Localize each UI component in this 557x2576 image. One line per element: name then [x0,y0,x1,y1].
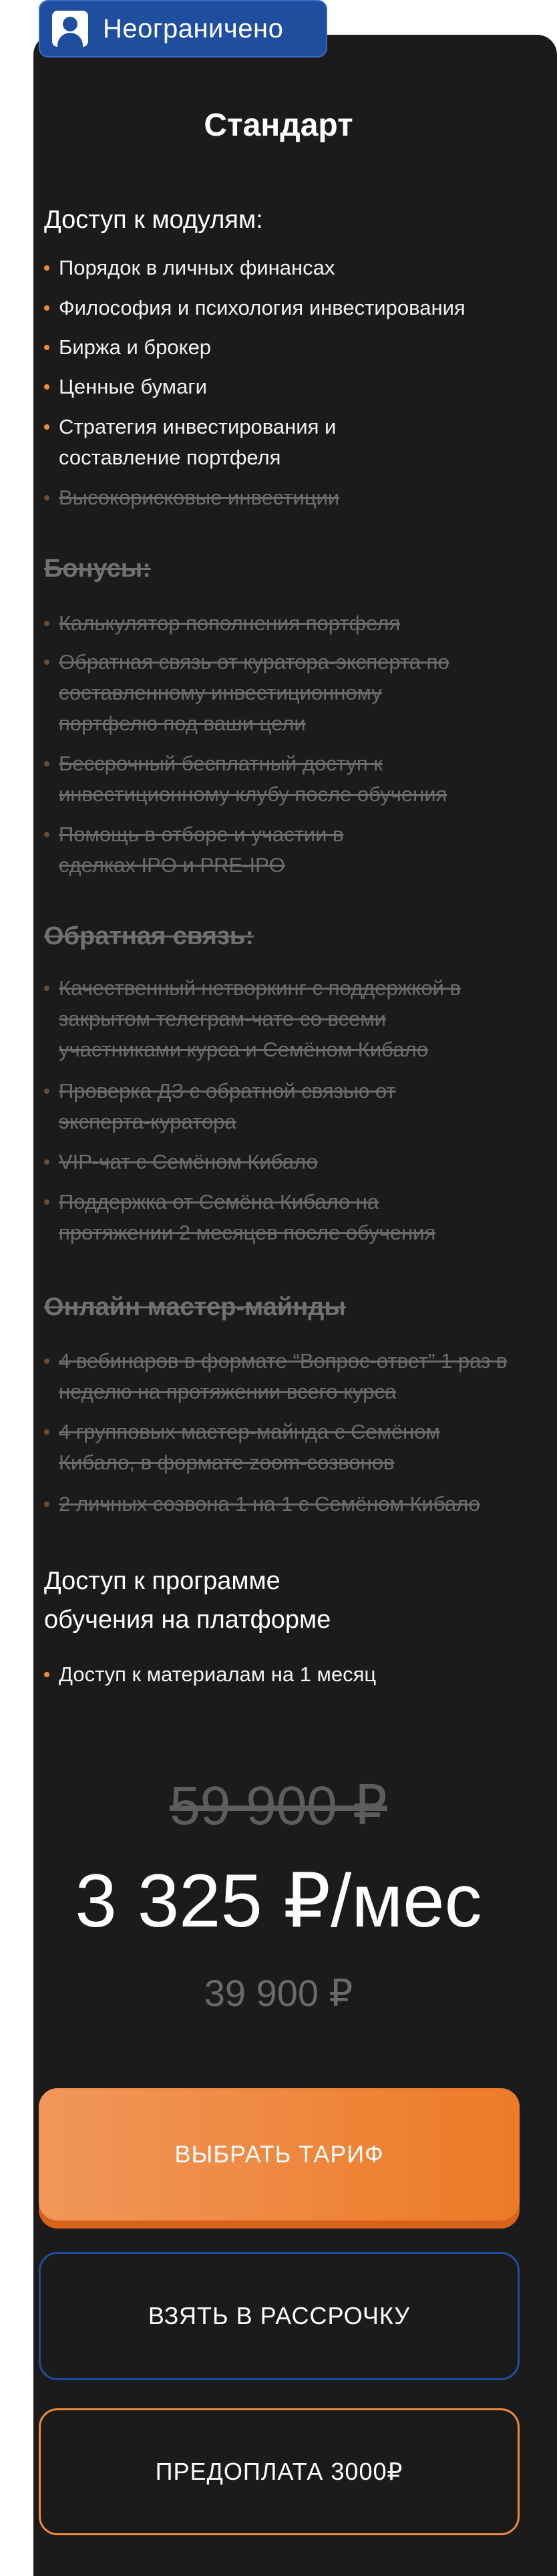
platform-heading-line1: Доступ к программе [44,1567,281,1595]
list-item-disabled: VIP-чат с Семёном Кибало [44,1147,318,1177]
bullet-icon [44,424,49,430]
list-item: Доступ к материалам на 1 месяц [44,1659,376,1690]
bullet-icon [44,265,49,271]
user-icon [52,11,88,47]
list-item-disabled: Бессрочный бесплатный доступ к инвестиционному клубу после обучения [44,748,478,810]
bullet-icon [44,986,49,991]
list-item-disabled: Помощь в отборе и участии в сделках IPO и PRE-IPO [44,819,351,881]
bullet-icon [44,384,49,390]
platform-heading-line2: обучения на платформе [44,1606,331,1634]
installment-button[interactable]: ВЗЯТЬ В РАССРОЧКУ [39,2252,520,2380]
bullet-icon [44,495,49,500]
list-item-disabled: 2 личных созвона 1 на 1 с Семёном Кибало [44,1489,480,1520]
list-item: Биржа и брокер [44,332,211,363]
list-item-disabled: Качественный нетворкинг с поддержкой в закрытом телеграм-чате со всеми участниками курса и Семёном Кибало [44,973,478,1065]
bullet-icon [44,1199,49,1205]
unlimited-badge [39,0,327,57]
list-item-disabled: 4 групповых мастер-майнда с Семёном Кибало, в формате zoom-созвонов [44,1417,472,1478]
choose-tariff-button[interactable]: ВЫБРАТЬ ТАРИФ [39,2088,520,2221]
bullet-icon [44,305,49,311]
bullet-icon [44,761,49,766]
list-item-disabled: 4 вебинаров в формате “Вопрос-ответ” 1 раз в неделю на протяжении всего курса [44,1346,512,1407]
bullet-icon [44,1358,49,1364]
bullet-icon [44,1429,49,1435]
feedback-heading: Обратная связь: [44,922,254,950]
list-item: Ценные бумаги [44,372,207,402]
monthly-price: 3 325 ₽/мес [75,1859,482,1943]
full-price: 39 900 ₽ [204,1972,353,2014]
list-item-disabled: Калькулятор пополнения портфеля [44,608,400,639]
bonuses-heading: Бонусы: [44,555,151,583]
masterminds-heading: Онлайн мастер-майнды [44,1293,346,1321]
bullet-icon [44,1089,49,1094]
list-item: Стратегия инвестирования и составление портфеля [44,412,365,473]
modules-heading: Доступ к модулям: [44,206,263,234]
badge-label: Неограничено [103,13,284,43]
list-item-disabled: Высокорисковые инвестиции [44,482,339,513]
list-item: Порядок в личных финансах [44,253,335,283]
bullet-icon [44,345,49,350]
bullet-icon [44,1672,49,1677]
list-item-disabled: Поддержка от Семёна Кибало на протяжении 2 месяцев после обучения [44,1187,498,1248]
bullet-icon [44,1159,49,1165]
plan-title: Стандарт [204,108,353,143]
list-item-disabled: Обратная связь от куратора-эксперта по составленному инвестиционному портфелю под ваши цели [44,647,478,739]
list-item-disabled: Проверка ДЗ с обратной связью от эксперта-куратора [44,1076,418,1137]
bullet-icon [44,660,49,665]
bullet-icon [44,832,49,837]
bullet-icon [44,1501,49,1507]
prepay-button[interactable]: ПРЕДОПЛАТА 3000₽ [39,2408,520,2535]
bullet-icon [44,621,49,626]
old-price: 59 900 ₽ [170,1775,387,1836]
list-item: Философия и психология инвестирования [44,293,466,323]
